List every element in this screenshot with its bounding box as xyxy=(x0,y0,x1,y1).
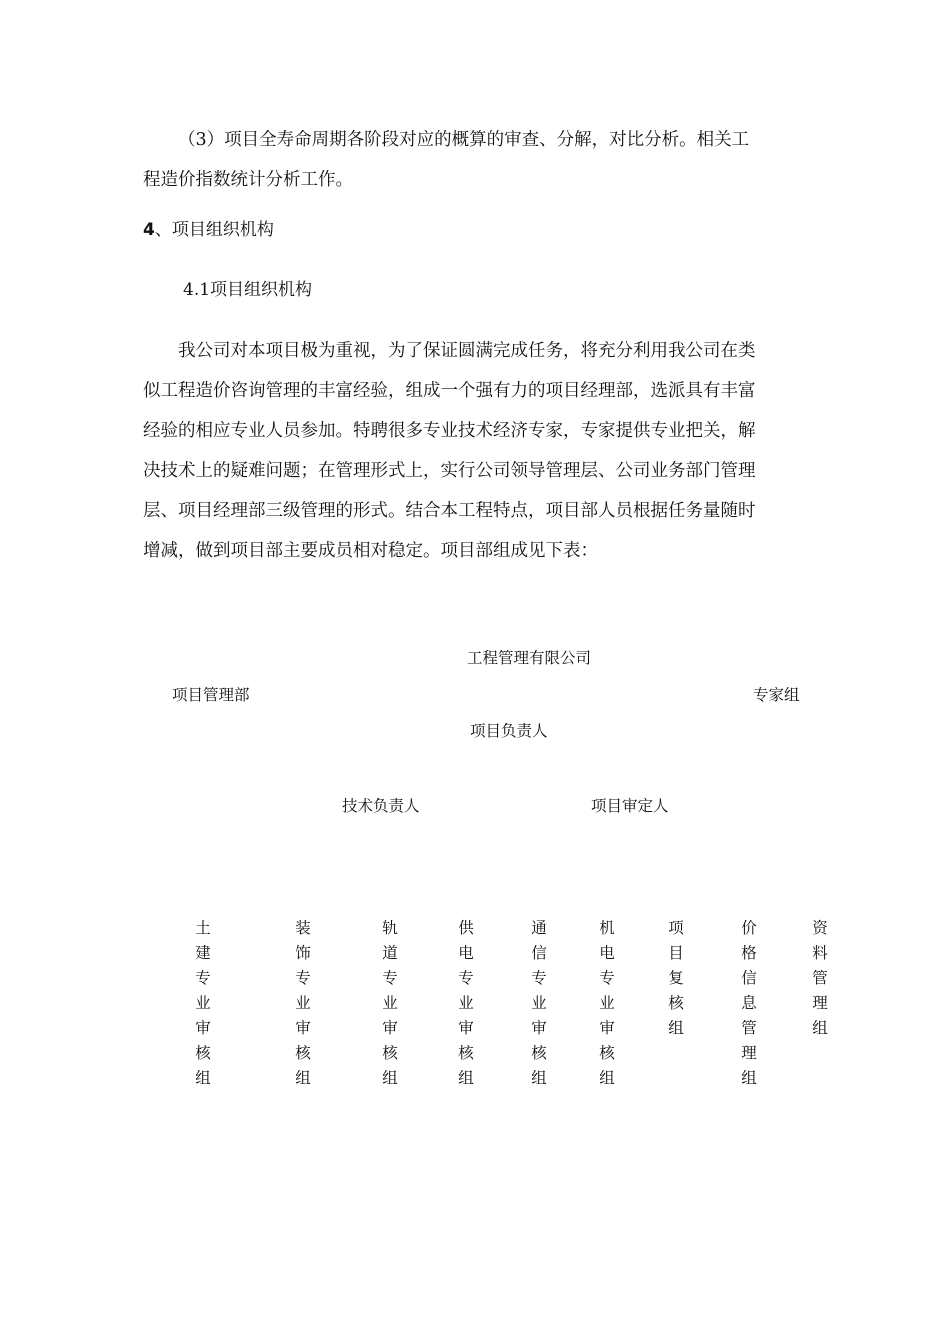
group-char: 业 xyxy=(458,994,474,1012)
group-char: 业 xyxy=(295,994,311,1012)
group-char: 核 xyxy=(295,1044,311,1062)
group-mechanical xyxy=(597,916,617,1091)
group-char: 业 xyxy=(599,994,615,1012)
group-char: 组 xyxy=(668,1019,684,1037)
group-project-recheck xyxy=(666,916,686,1041)
group-char: 价 xyxy=(741,919,757,937)
group-civil xyxy=(193,916,213,1091)
section-4-number: 4 xyxy=(143,220,155,240)
group-char: 饰 xyxy=(295,944,311,962)
group-char: 审 xyxy=(599,1019,615,1037)
group-char: 业 xyxy=(531,994,547,1012)
group-char: 组 xyxy=(458,1069,474,1087)
group-char: 组 xyxy=(382,1069,398,1087)
org-tech-lead: 技术负责人 xyxy=(342,797,420,815)
group-char: 核 xyxy=(382,1044,398,1062)
group-char: 审 xyxy=(531,1019,547,1037)
intro-line-4: 决技术上的疑难问题；在管理形式上，实行公司领导管理层、公司业务部门管理 xyxy=(143,461,756,481)
group-char: 审 xyxy=(382,1019,398,1037)
group-char: 供 xyxy=(458,919,474,937)
org-expert-group: 专家组 xyxy=(753,686,800,704)
group-char: 组 xyxy=(195,1069,211,1087)
org-company: 工程管理有限公司 xyxy=(467,649,592,667)
group-char: 电 xyxy=(599,944,615,962)
group-char: 组 xyxy=(741,1069,757,1087)
paragraph-3 xyxy=(143,120,823,200)
group-char: 核 xyxy=(668,994,684,1012)
subsection-4-1-heading: 4.1项目组织机构 xyxy=(183,280,313,300)
group-char: 组 xyxy=(295,1069,311,1087)
group-char: 资 xyxy=(812,919,828,937)
group-char: 专 xyxy=(458,969,474,987)
group-char: 专 xyxy=(599,969,615,987)
paragraph-3-line-1: （3）项目全寿命周期各阶段对应的概算的审查、分解，对比分析。相关工 xyxy=(178,130,750,150)
group-char: 理 xyxy=(812,994,828,1012)
group-char: 组 xyxy=(531,1069,547,1087)
intro-line-1: 我公司对本项目极为重视，为了保证圆满完成任务，将充分利用我公司在类 xyxy=(178,341,756,361)
group-char: 复 xyxy=(668,969,684,987)
group-char: 项 xyxy=(668,919,684,937)
group-char: 组 xyxy=(599,1069,615,1087)
intro-line-3: 经验的相应专业人员参加。特聘很多专业技术经济专家，专家提供专业把关，解 xyxy=(143,421,756,441)
group-char: 电 xyxy=(458,944,474,962)
group-char: 核 xyxy=(195,1044,211,1062)
group-char: 格 xyxy=(741,944,757,962)
group-char: 信 xyxy=(531,944,547,962)
group-char: 信 xyxy=(741,969,757,987)
group-char: 审 xyxy=(458,1019,474,1037)
group-power xyxy=(456,916,476,1091)
intro-paragraph xyxy=(143,331,823,571)
group-document-mgmt xyxy=(810,916,830,1041)
group-char: 料 xyxy=(812,944,828,962)
group-char: 业 xyxy=(382,994,398,1012)
group-char: 管 xyxy=(741,1019,757,1037)
group-char: 道 xyxy=(382,944,398,962)
group-char: 管 xyxy=(812,969,828,987)
group-char: 装 xyxy=(295,919,311,937)
org-reviewer: 项目审定人 xyxy=(591,797,669,815)
intro-line-6: 增减，做到项目部主要成员相对稳定。项目部组成见下表： xyxy=(143,541,598,561)
group-char: 建 xyxy=(195,944,211,962)
org-project-lead: 项目负责人 xyxy=(470,722,548,740)
group-char: 核 xyxy=(458,1044,474,1062)
intro-line-5: 层、项目经理部三级管理的形式。结合本工程特点，项目部人员根据任务量随时 xyxy=(143,501,756,521)
group-char: 专 xyxy=(195,969,211,987)
group-track xyxy=(380,916,400,1091)
group-char: 专 xyxy=(382,969,398,987)
group-char: 机 xyxy=(599,919,615,937)
section-4-title: 、项目组织机构 xyxy=(154,220,274,240)
group-char: 业 xyxy=(195,994,211,1012)
group-char: 理 xyxy=(741,1044,757,1062)
group-char: 专 xyxy=(295,969,311,987)
group-price-info xyxy=(739,916,759,1091)
group-char: 目 xyxy=(668,944,684,962)
section-4-heading xyxy=(143,215,274,240)
group-char: 核 xyxy=(599,1044,615,1062)
intro-line-2: 似工程造价咨询管理的丰富经验，组成一个强有力的项目经理部，选派具有丰富 xyxy=(143,381,756,401)
group-char: 审 xyxy=(295,1019,311,1037)
group-communication xyxy=(529,916,549,1091)
group-char: 轨 xyxy=(382,919,398,937)
paragraph-3-line-2: 程造价指数统计分析工作。 xyxy=(143,170,353,190)
group-char: 土 xyxy=(195,919,211,937)
group-char: 通 xyxy=(531,919,547,937)
group-char: 专 xyxy=(531,969,547,987)
org-project-dept: 项目管理部 xyxy=(172,686,250,704)
group-char: 核 xyxy=(531,1044,547,1062)
group-char: 审 xyxy=(195,1019,211,1037)
group-char: 组 xyxy=(812,1019,828,1037)
group-char: 息 xyxy=(741,994,757,1012)
group-decoration xyxy=(293,916,313,1091)
